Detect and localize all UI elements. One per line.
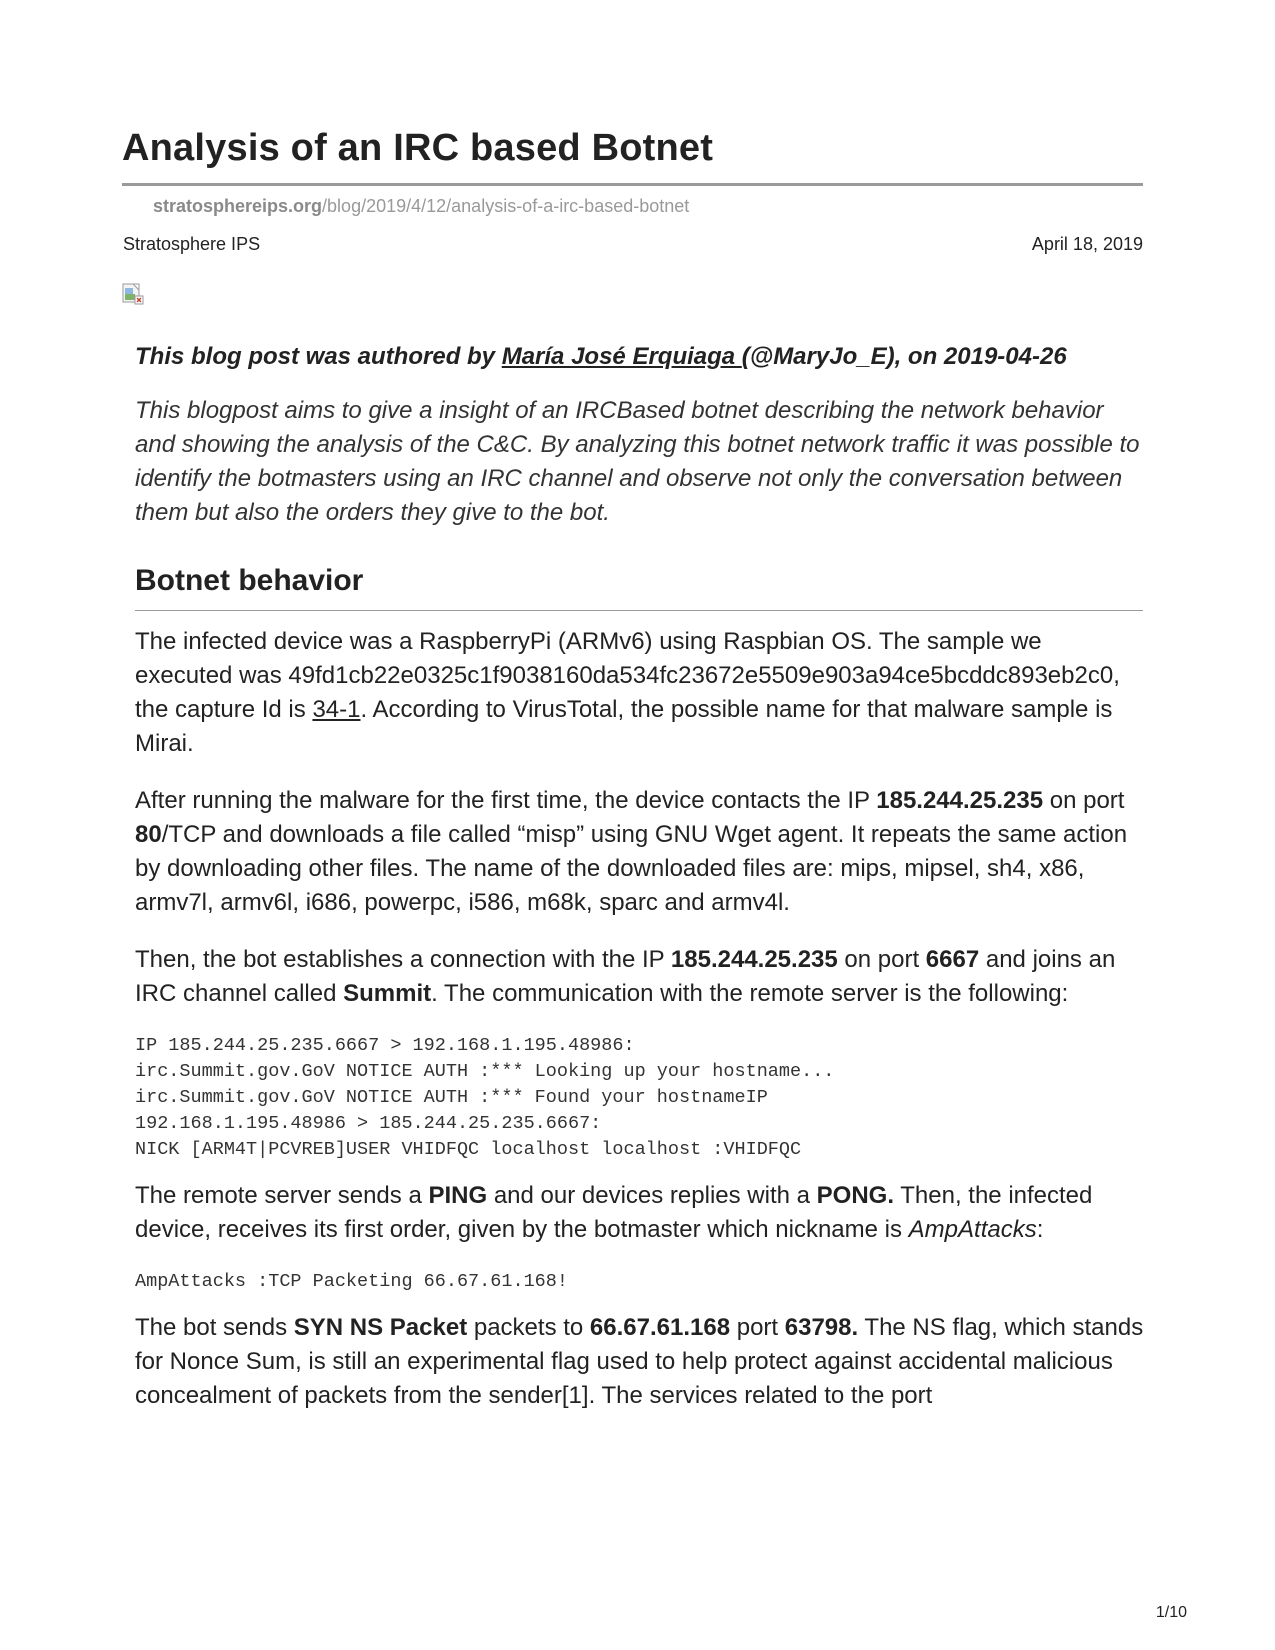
author-link[interactable]: María José Erquiaga (501, 343, 742, 370)
page-number: 1/10 (1155, 1604, 1187, 1621)
url-path: /blog/2019/4/12/analysis-of-a-irc-based-botnet (322, 196, 690, 216)
text-span: port (730, 1314, 785, 1341)
byline-prefix: This blog post was authored by (135, 343, 502, 370)
broken-image-icon (122, 283, 144, 305)
intro-paragraph: This blogpost aims to give a insight of an IRCBased botnet describing the network behavior and showing the analysis of the C&C. By analyzing this botnet network traffic it was possible to identify the botmasters using an IRC channel and observe not only the conversation between them but also the orders they give to the bot. (135, 397, 1140, 526)
text-span: packets to (467, 1314, 590, 1341)
text-span: and our devices replies with a (487, 1182, 817, 1209)
paragraph-irc-connection (135, 943, 1145, 1011)
article-source: Stratosphere IPS (123, 234, 261, 254)
title-divider (122, 183, 1143, 186)
article-body (135, 340, 1145, 1413)
text-span: : (1036, 1216, 1044, 1243)
ping-keyword: PING (428, 1182, 488, 1209)
byline (135, 340, 1145, 374)
text-span: and joins an IRC channel called (135, 946, 1116, 1007)
code-block-irc-log: IP 185.244.25.235.6667 > 192.168.1.195.48986: irc.Summit.gov.GoV NOTICE AUTH :*** Looking up your hostname... irc.Summit.gov.GoV NOTICE AUTH :*** Found your hostnameIP 192.168.1.195.48986 > 185.244.25.235.6667: NICK [ARM4T|PCVREB]USER VHIDFQC localhost localhost :VHIDFQC (135, 1035, 835, 1160)
text-span: The infected device was a RaspberryPi (ARMv6) using Raspbian OS. The sample we executed was 49fd1cb22e0325c1f9038160da534fc23672e5509e903a94ce5bcddc893eb2c0, the capture Id is (135, 628, 1120, 723)
pong-keyword: PONG. (816, 1182, 895, 1209)
text-span: on port (837, 946, 926, 973)
page-title: Analysis of an IRC based Botnet (122, 127, 714, 169)
port-number: 63798. (784, 1314, 859, 1341)
botmaster-nick: AmpAttacks (908, 1216, 1037, 1243)
channel-name: Summit (343, 980, 432, 1007)
section-divider (135, 610, 1143, 611)
paragraph-downloads (135, 784, 1145, 920)
text-span: on port (1043, 787, 1125, 814)
port-number: 80 (135, 821, 162, 848)
ip-address: 66.67.61.168 (589, 1314, 731, 1341)
text-span: Then, the bot establishes a connection with the IP (135, 946, 671, 973)
text-span: . According to VirusTotal, the possible name for that malware sample is Mirai. (135, 696, 1113, 757)
text-span: The bot sends (135, 1314, 294, 1341)
text-span: The remote server sends a (135, 1182, 429, 1209)
text-span: After running the malware for the first time, the device contacts the IP (135, 787, 877, 814)
paragraph-infected-device (135, 625, 1145, 761)
port-number: 6667 (925, 946, 980, 973)
ip-address: 185.244.25.235 (876, 787, 1044, 814)
code-block-order: AmpAttacks :TCP Packeting 66.67.61.168! (135, 1271, 568, 1292)
article-date: April 18, 2019 (1031, 234, 1143, 254)
text-span: The NS flag, which stands for Nonce Sum, is still an experimental flag used to help protect against accidental malicious concealment of packets from the sender[1]. The services related to the port (135, 1314, 1144, 1409)
packet-type: SYN NS Packet (293, 1314, 468, 1341)
text-span: /TCP and downloads a file called “misp” using GNU Wget agent. It repeats the same action by downloading other files. The name of the downloaded files are: mips, mipsel, sh4, x86, armv7l, armv6l, i686, powerpc, i586, m68k, sparc and armv4l. (135, 821, 1128, 916)
ip-address: 185.244.25.235 (670, 946, 838, 973)
paragraph-syn-ns (135, 1311, 1145, 1413)
text-span: . The communication with the remote server is the following: (431, 980, 1069, 1007)
capture-id-link[interactable]: 34-1 (312, 696, 361, 723)
section-heading: Botnet behavior (135, 564, 364, 597)
text-span: Then, the infected device, receives its first order, given by the botmaster which nickname is (135, 1182, 1093, 1243)
byline-suffix: (@MaryJo_E), on 2019-04-26 (741, 343, 1067, 370)
paragraph-ping-pong (135, 1179, 1145, 1247)
url-domain: stratosphereips.org (153, 196, 323, 216)
source-url[interactable] (153, 196, 689, 217)
